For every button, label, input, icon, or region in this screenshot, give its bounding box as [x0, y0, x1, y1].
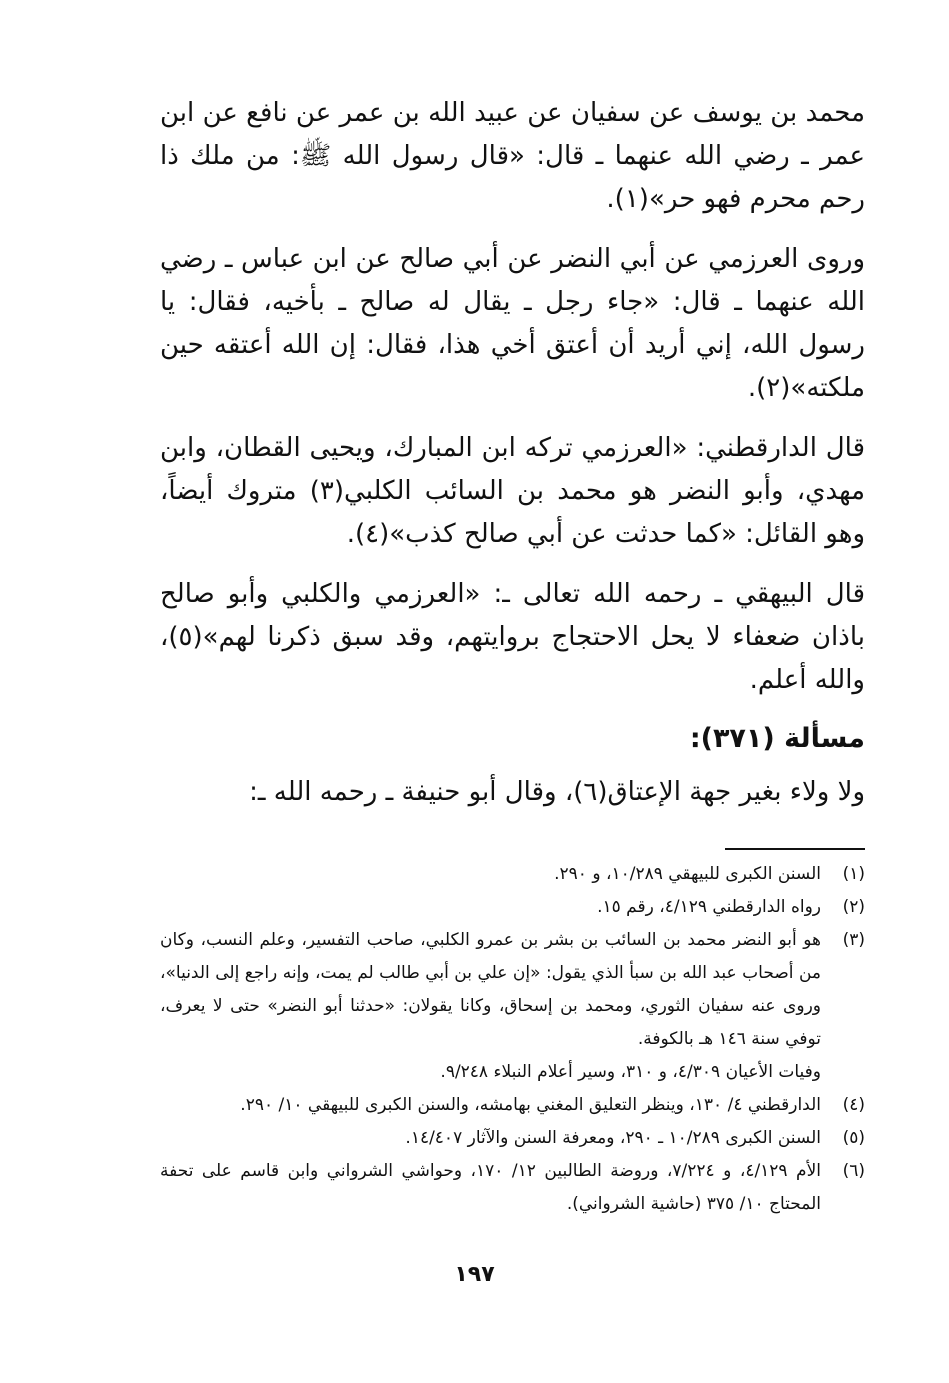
footnote-text: هو أبو النضر محمد بن السائب بن بشر بن عمرو الكلبي، صاحب التفسير، وعلم النسب، وكان من أصحاب عبد الله بن سبأ الذي يقول: «إن علي بن أبي طالب لم يمت، وإنه راجع إلى الدنيا»، وروى عنه سفيان الثوري، ومحمد بن إسحاق، وكانا يقولان: «حدثنا أبو النضر» حتى لا يعرف، توفي سنة ١٤٦ هـ بالكوفة.	[160, 930, 821, 1049]
footnote-3	[160, 924, 865, 1056]
footnote-text: الأم ٤/١٢٩، و ٧/٢٢٤، وروضة الطالبين ١٢/ ١٧٠، وحواشي الشرواني وابن قاسم على تحفة المحتاج ١٠/ ٣٧٥ (حاشية الشرواني).	[160, 1161, 821, 1214]
footnote-5	[160, 1122, 865, 1155]
footnote-2	[160, 891, 865, 924]
footnote-6	[160, 1155, 865, 1221]
footnote-number: (٤)	[842, 1095, 865, 1115]
footnote-text: السنن الكبرى للبيهقي ١٠/٢٨٩، و ٢٩٠.	[554, 864, 821, 884]
footnote-text: السنن الكبرى ١٠/٢٨٩ ـ ٢٩٠، ومعرفة السنن والآثار ١٤/٤٠٧.	[405, 1128, 821, 1148]
paragraph-2: وروى العرزمي عن أبي النضر عن أبي صالح عن ابن عباس ـ رضي الله عنهما ـ قال: «جاء رجل ـ يقال له صالح ـ بأخيه، فقال: يا رسول الله، إني أريد أن أعتق أخي هذا، فقال: إن الله أعتقه حين ملكته»(٢).	[160, 244, 865, 403]
footnote-number: (٥)	[842, 1128, 865, 1148]
footnote-3-sources: وفيات الأعيان ٤/٣٠٩، و ٣١٠، وسير أعلام النبلاء ٩/٢٤٨.	[440, 1062, 821, 1082]
footnote-1	[160, 858, 865, 891]
page-number: ١٩٧	[454, 1262, 495, 1287]
footnote-text: رواه الدارقطني ٤/١٢٩، رقم ١٥.	[597, 897, 821, 917]
footnote-number: (١)	[842, 864, 865, 884]
paragraph-1: محمد بن يوسف عن سفيان عن عبيد الله بن عمر عن نافع عن ابن عمر ـ رضي الله عنهما ـ قال: «قال رسول الله ﷺ: من ملك ذا رحم محرم فهو حر»(١).	[160, 98, 865, 214]
footnote-number: (٣)	[842, 930, 865, 950]
issue-heading: مسألة (٣٧١):	[689, 723, 865, 754]
footnotes	[160, 858, 865, 1221]
footnote-divider	[725, 848, 865, 850]
book-page	[160, 92, 865, 1342]
footnote-text: الدارقطني ٤/ ١٣٠، وينظر التعليق المغني بهامشه، والسنن الكبرى للبيهقي ١٠/ ٢٩٠.	[240, 1095, 821, 1115]
main-text	[160, 92, 865, 814]
footnote-4	[160, 1089, 865, 1122]
paragraph-4: قال البيهقي ـ رحمه الله تعالى ـ: «العرزمي والكلبي وأبو صالح باذان ضعفاء لا يحل الاحتجاج بروايتهم، وقد سبق ذكرنا لهم»(٥)، والله أعلم.	[160, 579, 865, 695]
paragraph-5: ولا ولاء بغير جهة الإعتاق(٦)، وقال أبو حنيفة ـ رحمه الله ـ:	[249, 777, 865, 807]
paragraph-3: قال الدارقطني: «العرزمي تركه ابن المبارك، ويحيى القطان، وابن مهدي، وأبو النضر هو محمد بن السائب الكلبي(٣) متروك أيضاً، وهو القائل: «كما حدثت عن أبي صالح كذب»(٤).	[160, 433, 866, 549]
footnote-number: (٢)	[842, 897, 865, 917]
footnote-number: (٦)	[842, 1161, 865, 1181]
